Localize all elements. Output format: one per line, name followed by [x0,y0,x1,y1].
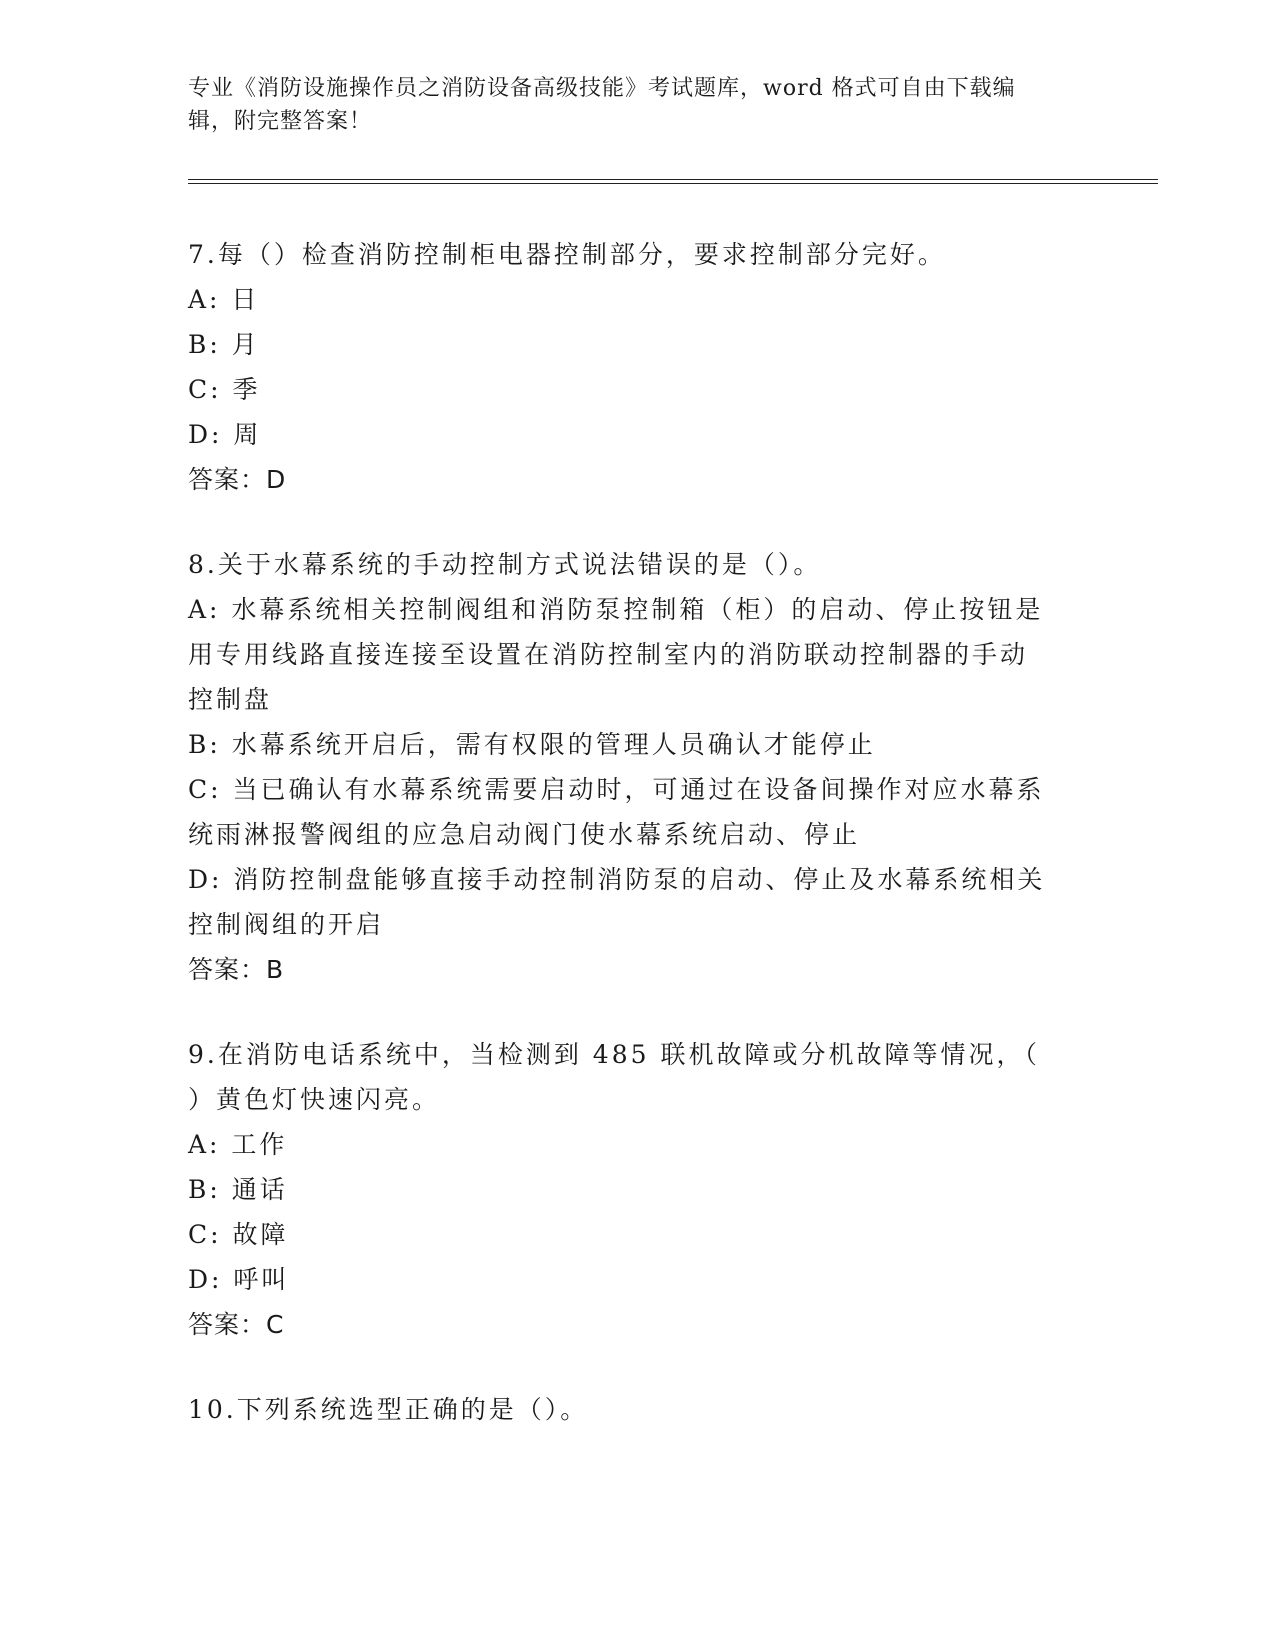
answer-option [188,857,1088,947]
question-stem: 9.在消防电话系统中，当检测到 485 联机故障或分机故障等情况，（ [188,1040,1040,1069]
question-1 [188,232,1088,502]
document-header [188,72,1068,138]
header-line-1: 专业《消防设施操作员之消防设备高级技能》考试题库，word 格式可自由下载编 [188,76,1016,101]
option-line: B: 通话 [188,1175,288,1204]
answer-option [188,722,1088,767]
option-line: 统雨淋报警阀组的应急启动阀门使水幕系统启动、停止 [188,820,861,849]
question-stem: 8.关于水幕系统的手动控制方式说法错误的是（）。 [188,550,822,579]
question-stem: ）黄色灯快速闪亮。 [188,1085,441,1114]
header-rule-bottom [188,183,1158,184]
answer-option [188,587,1088,722]
header-rule-top [188,179,1158,180]
question-list [188,232,1088,1472]
answer-option [188,1167,1088,1212]
option-line: A: 工作 [188,1130,288,1159]
answer-option [188,1212,1088,1257]
answer-option [188,322,1088,367]
answer-option [188,1122,1088,1167]
question-stem: 10.下列系统选型正确的是（）。 [188,1395,589,1424]
question-2 [188,542,1088,992]
option-line: A: 日 [188,285,260,314]
option-line: C: 故障 [188,1220,289,1249]
option-line: 控制阀组的开启 [188,910,385,939]
question-3 [188,1032,1088,1347]
answer-key: 答案：B [188,955,285,984]
option-line: B: 水幕系统开启后，需有权限的管理人员确认才能停止 [188,730,876,759]
option-line: D: 呼叫 [188,1265,290,1294]
option-line: C: 季 [188,375,261,404]
answer-option [188,1257,1088,1302]
question-stem: 7.每（）检查消防控制柜电器控制部分，要求控制部分完好。 [188,240,946,269]
answer-option [188,412,1088,457]
option-line: 控制盘 [188,685,273,714]
answer-key: 答案：D [188,465,287,494]
question-4 [188,1387,1088,1432]
answer-option [188,367,1088,412]
header-line-2: 辑，附完整答案！ [188,109,373,134]
answer-option [188,767,1088,857]
option-line: A: 水幕系统相关控制阀组和消防泵控制箱（柜）的启动、停止按钮是 [188,595,1044,624]
option-line: C: 当已确认有水幕系统需要启动时，可通过在设备间操作对应水幕系 [188,775,1045,804]
option-line: 用专用线路直接连接至设置在消防控制室内的消防联动控制器的手动 [188,640,1029,669]
answer-option [188,277,1088,322]
option-line: B: 月 [188,330,260,359]
option-line: D: 周 [188,420,262,449]
answer-key: 答案：C [188,1310,285,1339]
option-line: D: 消防控制盘能够直接手动控制消防泵的启动、停止及水幕系统相关 [188,865,1046,894]
